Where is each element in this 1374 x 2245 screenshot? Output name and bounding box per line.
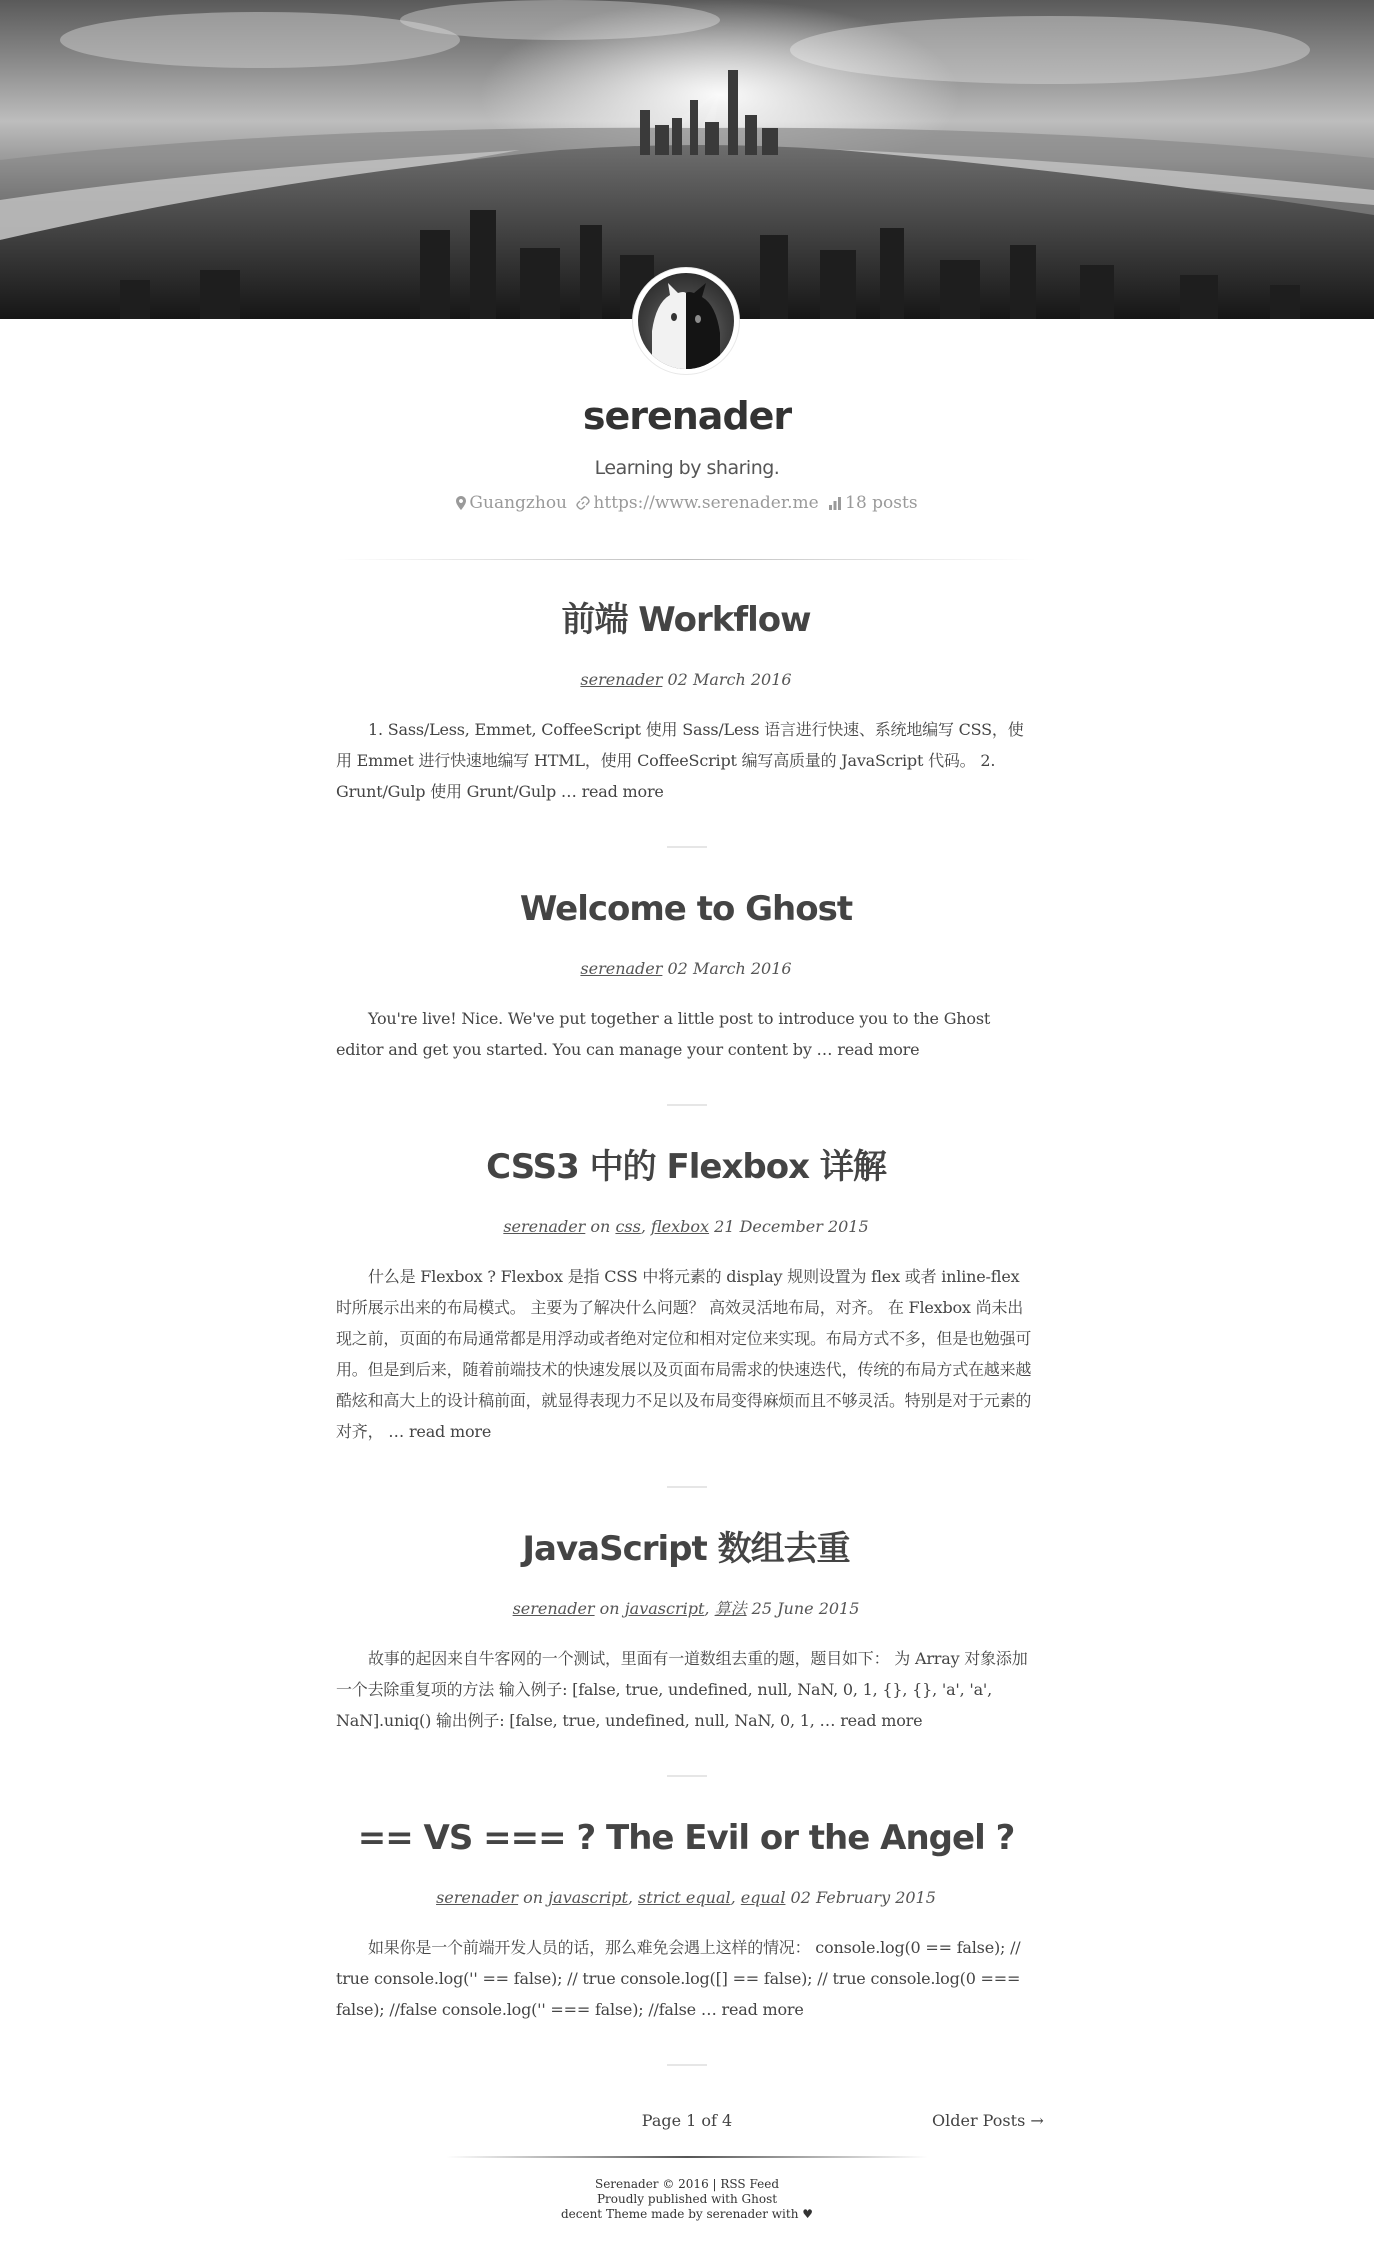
post-title[interactable]: == VS === ? The Evil or the Angel ? [357,1818,1015,1858]
post-title[interactable]: JavaScript 数组去重 [522,1529,850,1569]
post-author-link[interactable]: serenader [503,1217,586,1236]
location [456,493,572,513]
bar-chart-icon [828,496,842,510]
post-tag-link[interactable]: 算法 [714,1599,747,1618]
post-excerpt [336,714,1036,807]
post-date: 21 December 2015 [714,1217,869,1236]
post-excerpt [336,1932,1036,2025]
post-meta [336,959,1036,979]
post-tag-link[interactable]: javascript [548,1888,628,1907]
post-separator [667,846,707,848]
read-more-link[interactable]: read more [837,1040,920,1059]
post-title[interactable]: CSS3 中的 Flexbox 详解 [486,1147,886,1187]
post-excerpt-text: You're live! Nice. We've put together a little post to introduce you to the Ghost editor and get you started. You can manage your content by … [336,1009,991,1059]
post-separator [667,2064,707,2066]
footer-divider [446,2156,928,2158]
post-count-text: 18 posts [845,493,918,513]
author-avatar[interactable] [633,268,739,374]
post-separator [667,1486,707,1488]
post-tag-link[interactable]: css [615,1217,641,1236]
post-excerpt [336,1003,1036,1065]
post-date: 02 February 2015 [790,1888,936,1907]
location-text: Guangzhou [469,493,568,513]
post-separator [667,1104,707,1106]
post-item [336,1816,1036,2041]
post-meta: serenader on javascript, strict equal, equal 02 February 2015 [436,1888,936,1907]
post-excerpt-text: 如果你是一个前端开发人员的话，那么难免会遇上这样的情况： console.log(0 == false); // true console.log('' == false); // true console.log([] == false); // true console.log(0 === false); //false console.log('' === false); //false … [336,1938,1021,2019]
site-footer [0,2177,1374,2222]
footer-copyright[interactable]: Serenader © 2016 | RSS Feed [594,2177,780,2191]
post-on-word: on [523,1888,544,1907]
post-excerpt-text: 什么是 Flexbox ? Flexbox 是指 CSS 中将元素的 display 规则设置为 flex 或者 inline-flex 时所展示出来的布局模式。 主要为了解决什么问题？ 高效灵活地布局，对齐。 在 Flexbox 尚未出现之前，页面的布局通常都是用浮动或者绝对定位和相对定位来实现。布局方式不多，但是也勉强可用。但是到后来，随着前端技术的快速发展以及页面布局需求的快速迭代，传统的布局方式在越来越酷炫和高大上的设计稿前面，就显得表现力不足以及布局变得麻烦而且不够灵活。特别是对于元素的对齐， … [336,1267,1032,1441]
post-separator [667,1775,707,1777]
cats-photo-icon [638,273,734,369]
post-tag-link[interactable]: flexbox [651,1217,710,1236]
read-more-link[interactable]: read more [408,1422,492,1441]
post-tag-link[interactable]: javascript [624,1599,705,1618]
post-date: 02 March 2016 [667,670,792,689]
header-divider [336,559,1036,560]
footer-ghost-credit[interactable]: Proudly published with Ghost [596,2192,778,2206]
post-excerpt [336,1261,1036,1447]
post-item [336,1527,1036,1752]
read-more-link[interactable]: read more [721,2000,804,2019]
post-author-link[interactable]: serenader [580,959,663,978]
map-marker-icon [456,496,466,510]
post-item [336,1145,1036,1463]
post-excerpt-text: 故事的起因来自牛客网的一个测试，里面有一道数组去重的题，题目如下： 为 Array 对象添加一个去除重复项的方法 输入例子: [false, true, undefined, null, NaN, 0, 1, {}, {}, 'a', 'a', NaN].uniq() 输出例子: [false, true, undefined, null, NaN, 0, 1, … [336,1649,1028,1730]
avatar-image [638,273,734,369]
post-count [828,493,917,513]
page-number: Page 1 of 4 [641,2111,733,2130]
post-author-link[interactable]: serenader [580,670,663,689]
post-tag-link[interactable]: strict equal [638,1888,731,1907]
post-meta: serenader on css, flexbox 21 December 2015 [503,1217,869,1236]
link-icon [576,496,590,510]
post-author-link[interactable]: serenader [436,1888,519,1907]
read-more-link[interactable]: read more [840,1711,923,1730]
post-title[interactable]: 前端 Workflow [561,600,811,640]
post-date: 02 March 2016 [667,959,792,978]
post-item [336,887,1036,1081]
post-date: 25 June 2015 [751,1599,860,1618]
post-on-word: on [590,1217,611,1236]
post-title[interactable]: Welcome to Ghost [519,889,853,929]
post-excerpt [336,1643,1036,1736]
blog-title[interactable]: serenader [582,394,792,438]
footer-theme-credit[interactable]: decent Theme made by serenader with ♥ [560,2207,814,2221]
read-more-link[interactable]: read more [581,782,664,801]
post-author-link[interactable]: serenader [512,1599,595,1618]
blog-meta [0,493,1374,513]
post-meta [336,670,1036,690]
post-excerpt-text: 1. Sass/Less, Emmet, CoffeeScript 使用 Sass/Less 语言进行快速、系统地编写 CSS，使用 Emmet 进行快速地编写 HTML，使用 CoffeeScript 编写高质量的 JavaScript 代码。 2. Grunt/Gulp 使用 Grunt/Gulp … [336,720,1024,801]
older-posts-link[interactable]: Older Posts → [932,2111,1044,2130]
post-on-word: on [599,1599,620,1618]
post-meta: serenader on javascript, 算法 25 June 2015 [512,1599,860,1618]
website[interactable] [576,493,824,513]
post-item [336,598,1036,823]
blog-description: Learning by sharing. [594,457,780,479]
post-tag-link[interactable]: equal [740,1888,786,1907]
website-link[interactable]: https://www.serenader.me [593,493,819,513]
